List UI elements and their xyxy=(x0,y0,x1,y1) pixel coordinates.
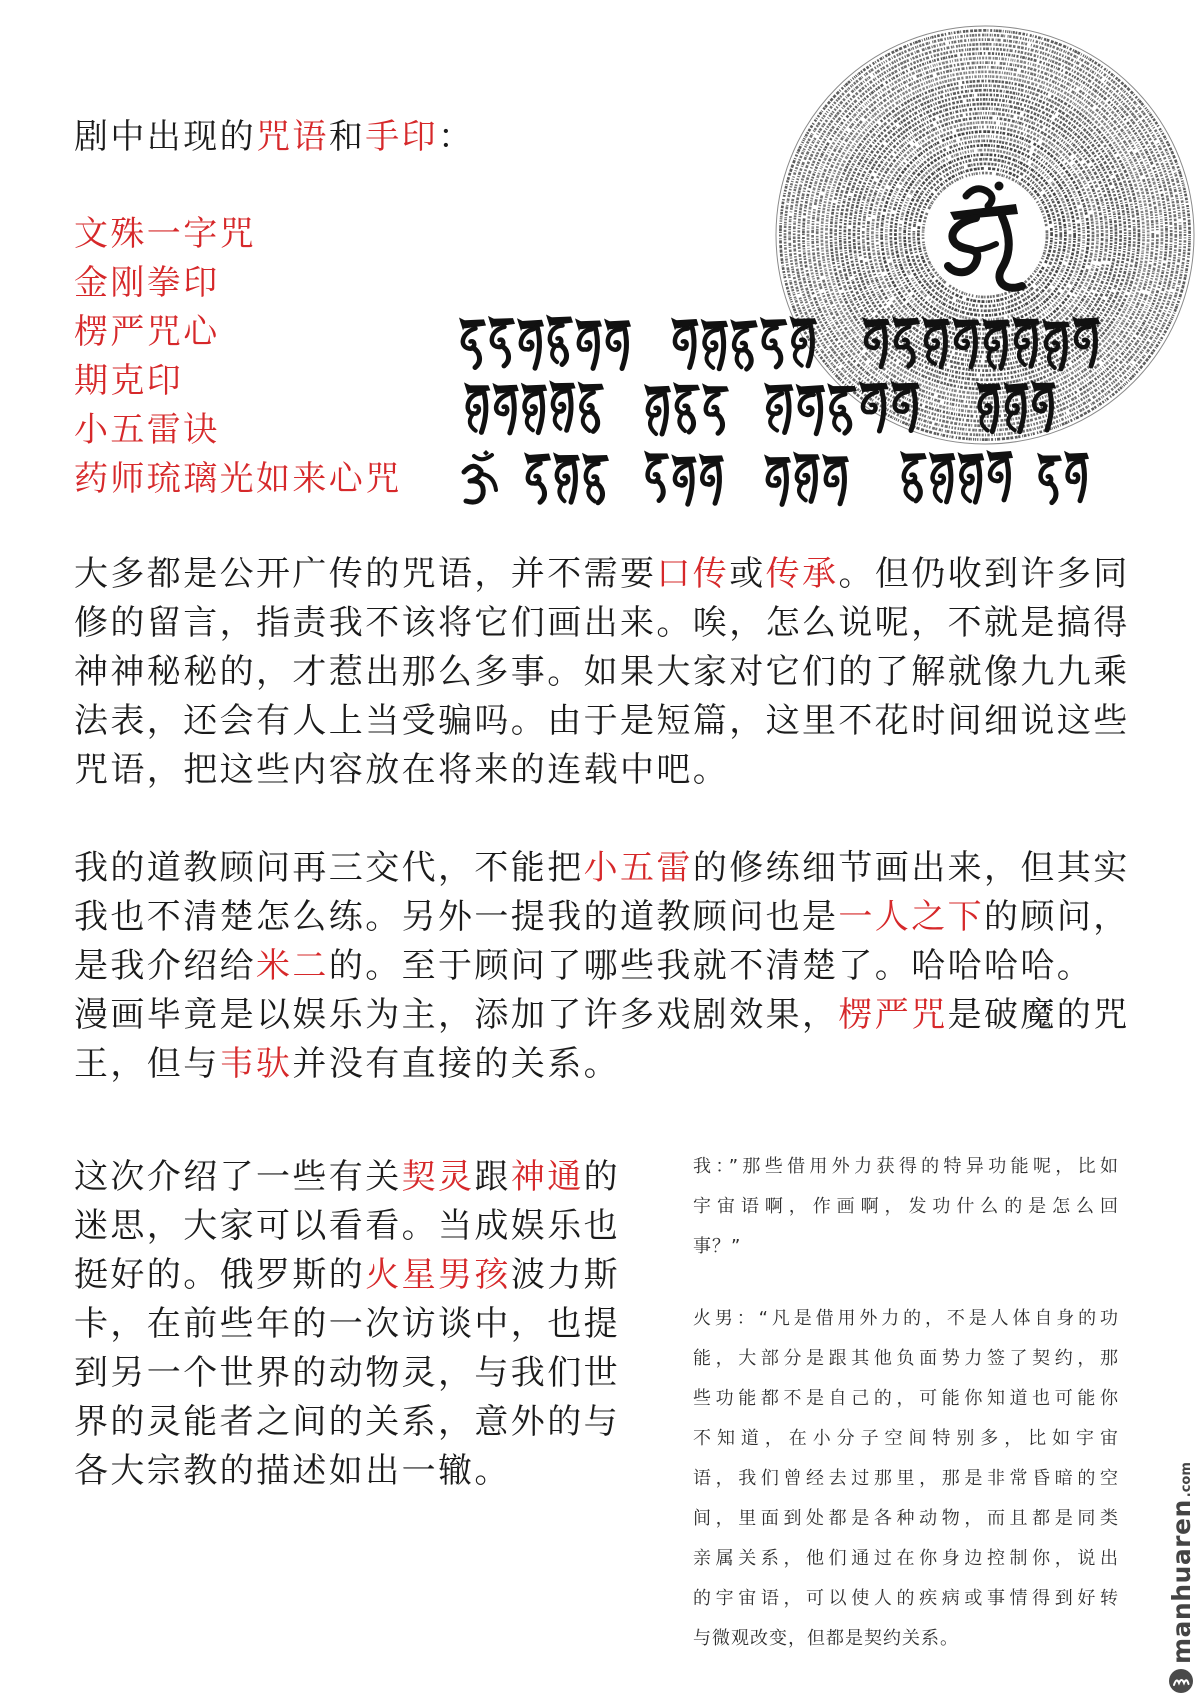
siddham-stroke xyxy=(956,328,969,348)
spell-list-item: 楞严咒心 xyxy=(74,312,220,352)
siddham-stroke xyxy=(881,325,885,367)
paragraph-text: 法表，还会有人上当受骗吗。由于是短篇，这里不花时间细说这些 xyxy=(74,701,1130,741)
siddham-stroke xyxy=(952,317,960,330)
siddham-word xyxy=(644,382,729,434)
siddham-stroke xyxy=(675,465,687,485)
siddham-stroke xyxy=(702,383,710,396)
manhuaren-logo-icon xyxy=(1168,1668,1194,1694)
siddham-stroke xyxy=(737,351,742,367)
siddham-stroke xyxy=(1046,330,1059,350)
siddham-stroke xyxy=(808,324,812,366)
siddham-stroke xyxy=(578,381,586,394)
siddham-stroke xyxy=(517,318,525,331)
paragraph-text: 修的留言，指责我不该将它们画出来。唉，怎么说呢，不就是搞得 xyxy=(74,603,1130,643)
paragraph-text: 漫画毕竟是以娱乐为主，添加了许多戏剧效果， xyxy=(74,995,839,1035)
siddham-stroke xyxy=(986,329,999,349)
siddham-word xyxy=(764,451,849,504)
interview-answer xyxy=(693,1299,1119,1659)
quote-line: 我：”那些借用外力获得的特异功能呢，比如 xyxy=(693,1156,1119,1177)
siddham-stroke xyxy=(588,485,594,502)
siddham-stroke xyxy=(990,461,1003,481)
watermark-logo xyxy=(1167,1459,1197,1664)
highlight-text: 楞严咒 xyxy=(838,995,948,1035)
siddham-stroke xyxy=(492,383,500,396)
siddham-stroke xyxy=(549,380,557,393)
paragraph-line xyxy=(74,648,1130,697)
siddham-stroke xyxy=(1003,382,1011,395)
siddham-stroke xyxy=(553,391,565,411)
paragraph-text: 咒语，把这些内容放在将来的连载中吧。 xyxy=(74,750,730,790)
siddham-stroke xyxy=(958,452,966,465)
quote-line: 宇宙语啊，作画啊，发功什么的是怎么回 xyxy=(693,1196,1119,1217)
paragraph-line xyxy=(74,942,1130,991)
siddham-stroke xyxy=(560,345,567,365)
paragraph-text: 各大宗教的描述如出一辙。 xyxy=(74,1451,511,1491)
heading-text: 和 xyxy=(328,117,366,157)
watermark-tld-text: .com xyxy=(1179,1462,1194,1498)
paragraph-text: 神神秘秘的，才惹出那么多事。如果大家对它们的了解就像九九乘 xyxy=(74,652,1130,692)
siddham-stroke xyxy=(879,389,883,431)
siddham-stroke xyxy=(557,463,570,483)
siddham-stroke xyxy=(591,411,598,431)
siddham-word xyxy=(524,452,609,503)
quote-line: 些功能都不是自己的，可能你知道也可能你 xyxy=(693,1388,1119,1409)
highlight-text: 韦驮 xyxy=(219,1044,293,1084)
paragraph-line xyxy=(74,991,1130,1040)
interview-question xyxy=(693,1147,1119,1267)
siddham-stroke xyxy=(1037,453,1045,466)
siddham-stroke xyxy=(905,483,912,500)
siddham-stroke xyxy=(1008,414,1015,431)
siddham-stroke xyxy=(768,394,782,414)
siddham-stroke xyxy=(811,459,815,501)
siddham-stroke xyxy=(961,463,974,483)
quote-line: 能，大部分是跟其他负面势力签了契约，那 xyxy=(693,1348,1119,1369)
spell-list-item: 小五雷诀 xyxy=(74,410,220,450)
siddham-stroke xyxy=(593,326,597,368)
siddham-stroke xyxy=(935,484,941,501)
quote-line: 不知道，在小分子空间特别多，比如宇宙 xyxy=(693,1428,1119,1449)
siddham-stroke xyxy=(842,413,850,433)
siddham-stroke xyxy=(1019,348,1025,365)
paragraph-text: 的修练细节画出来，但其实 xyxy=(692,848,1130,888)
paragraph-text: 。但仍收到许多同 xyxy=(838,554,1130,594)
paragraph-line xyxy=(74,1202,620,1251)
highlight-text: 一人之下 xyxy=(838,897,985,937)
siddham-stroke xyxy=(797,462,810,482)
siddham-stroke xyxy=(785,391,789,433)
siddham-stroke xyxy=(989,350,995,368)
siddham-stroke xyxy=(650,416,656,434)
paragraph-text: 的。至于顾问了哪些我就不清楚了。哈哈哈哈。 xyxy=(328,946,1094,986)
paragraph-text: 的顾问， xyxy=(984,897,1130,937)
siddham-stroke xyxy=(481,390,485,432)
siddham-stroke xyxy=(644,384,652,397)
siddham-stroke xyxy=(527,415,533,431)
heading-text: ： xyxy=(438,117,475,157)
paragraph-text: 挺好的。俄罗斯的 xyxy=(74,1255,366,1295)
siddham-stroke xyxy=(941,325,945,367)
siddham-stroke xyxy=(895,392,909,412)
siddham-stroke xyxy=(1091,324,1095,366)
highlight-text: 小五雷 xyxy=(583,848,693,888)
paragraph-line xyxy=(74,550,1130,599)
siddham-stroke xyxy=(1061,327,1065,369)
siddham-stroke xyxy=(1068,462,1080,482)
siddham-rows xyxy=(459,315,1100,505)
paragraph-text: 我也不清楚怎么练。另外一提我的道教顾问也是 xyxy=(74,897,839,937)
paragraph-text: 的 xyxy=(583,1157,621,1197)
paragraph-line xyxy=(74,1447,620,1496)
paragraph-line xyxy=(74,1153,620,1202)
siddham-word xyxy=(464,380,604,433)
siddham-stroke xyxy=(1042,319,1050,332)
siddham-stroke xyxy=(840,462,844,504)
siddham-stroke xyxy=(538,482,545,502)
highlight-text: 口传 xyxy=(656,554,730,594)
siddham-stroke xyxy=(1080,459,1084,501)
siddham-stroke xyxy=(926,328,939,348)
siddham-stroke xyxy=(799,483,806,500)
siddham-stroke xyxy=(707,351,714,368)
siddham-stroke xyxy=(982,318,990,331)
siddham-stroke xyxy=(1076,327,1089,347)
siddham-stroke xyxy=(816,392,820,434)
siddham-stroke xyxy=(483,450,489,456)
siddham-stroke xyxy=(546,315,554,328)
siddham-stroke xyxy=(826,465,839,485)
siddham-stroke xyxy=(980,393,992,413)
siddham-stroke xyxy=(947,460,951,502)
siddham-stroke xyxy=(975,460,979,502)
siddham-stroke xyxy=(1012,316,1020,329)
siddham-stroke xyxy=(890,381,898,394)
paragraph-text: 大多都是公开广传的咒语，并不需要 xyxy=(74,554,657,594)
siddham-stroke xyxy=(575,318,583,331)
paragraph-line xyxy=(74,893,1130,942)
siddham-stroke xyxy=(770,415,777,431)
siddham-stroke xyxy=(474,455,492,459)
siddham-stroke xyxy=(793,327,806,347)
siddham-stroke xyxy=(604,319,612,332)
siddham-stroke xyxy=(468,393,480,413)
glyph-dot xyxy=(995,182,1004,191)
siddham-stroke xyxy=(1007,393,1019,413)
siddham-stroke xyxy=(992,390,996,432)
siddham-stroke xyxy=(1031,380,1039,393)
siddham-stroke xyxy=(648,395,661,415)
siddham-stroke xyxy=(521,329,534,349)
paragraph-line xyxy=(74,1251,620,1300)
spell-list-item: 药师琉璃光如来心咒 xyxy=(74,459,402,499)
watermark-brand-text: manhuaren xyxy=(1167,1499,1196,1664)
siddham-word xyxy=(671,316,817,369)
siddham-stroke xyxy=(535,326,539,368)
paragraph-line xyxy=(74,1040,1130,1089)
siddham-stroke xyxy=(552,347,557,363)
siddham-stroke xyxy=(690,326,694,368)
siddham-stroke xyxy=(822,454,830,467)
siddham-stroke xyxy=(571,460,575,502)
siddham-stroke xyxy=(834,415,839,430)
siddham-stroke xyxy=(579,329,592,349)
siddham-stroke xyxy=(1020,390,1024,432)
siddham-stroke xyxy=(795,348,802,366)
siddham-stroke xyxy=(971,325,975,367)
siddham-stroke xyxy=(1050,483,1056,503)
paragraph-text: 迷思，大家可以看看。当成娱乐也 xyxy=(74,1206,620,1246)
quote-line: 火男：“凡是借用外力的，不是人体自身的功 xyxy=(693,1308,1119,1329)
siddham-stroke xyxy=(1004,458,1008,500)
siddham-stroke xyxy=(716,413,723,433)
siddham-stroke xyxy=(768,465,781,485)
siddham-stroke xyxy=(933,463,946,483)
paragraph-text: 界的灵能者之间的关系，意外的与 xyxy=(74,1402,620,1442)
siddham-stroke xyxy=(582,453,590,466)
siddham-mantra-calligraphy xyxy=(440,305,1120,515)
paragraph-daoist-advisor xyxy=(74,844,1130,1089)
siddham-stroke xyxy=(525,394,537,414)
paragraph-text: 波力斯 xyxy=(510,1255,621,1295)
paragraph-text: 到另一个世界的动物灵，与我们世 xyxy=(74,1353,620,1393)
spell-list-item: 金刚拳印 xyxy=(74,263,220,303)
siddham-stroke xyxy=(702,464,714,484)
siddham-stroke xyxy=(859,381,867,394)
siddham-stroke xyxy=(675,329,688,349)
siddham-stroke xyxy=(730,319,738,332)
paragraph-text: 跟 xyxy=(474,1157,511,1197)
highlight-text: 传承 xyxy=(765,554,839,594)
siddham-stroke xyxy=(464,466,483,502)
siddham-stroke xyxy=(662,392,666,434)
siddham-stroke xyxy=(583,413,590,431)
quote-line: 语，我们曾经去过那里，那是非常昏暗的空 xyxy=(693,1468,1119,1489)
siddham-stroke xyxy=(719,327,723,369)
siddham-stroke xyxy=(1016,327,1029,347)
siddham-word xyxy=(464,450,496,502)
siddham-stroke xyxy=(976,382,984,395)
paragraph-text: 并没有直接的关系。 xyxy=(292,1044,621,1084)
highlight-text: 神通 xyxy=(510,1157,584,1197)
paragraph-text: 我的道教顾问再三交代，不能把 xyxy=(74,848,584,888)
quote-line: 间，里面到处都是各种动物，而且都是同类 xyxy=(693,1508,1119,1529)
paragraph-text: 这次介绍了一些有关 xyxy=(74,1157,402,1197)
mandala-center-disc xyxy=(928,178,1042,292)
quote-line: 亲属关系，他们通过在你身边控制你，说出 xyxy=(693,1548,1119,1569)
siddham-stroke xyxy=(1001,326,1005,368)
siddham-stroke xyxy=(473,348,480,368)
quote-line: 事？” xyxy=(693,1236,742,1257)
siddham-word xyxy=(976,380,1056,432)
paragraph-line xyxy=(74,844,1130,893)
quote-line: 与微观改变，但都是契约关系。 xyxy=(693,1628,959,1649)
siddham-stroke xyxy=(744,349,751,369)
siddham-stroke xyxy=(644,451,652,464)
highlight-text: 手印 xyxy=(365,117,439,157)
siddham-stroke xyxy=(793,451,801,464)
siddham-stroke xyxy=(699,453,707,466)
siddham-stroke xyxy=(760,317,768,330)
siddham-stroke xyxy=(715,461,719,503)
paragraph-text: 卡，在前些年的一次访谈中，也提 xyxy=(74,1304,620,1344)
siddham-stroke xyxy=(559,484,564,501)
siddham-stroke xyxy=(555,412,561,428)
paragraph-text: 王，但与 xyxy=(74,1044,220,1084)
siddham-stroke xyxy=(986,450,994,463)
spell-list xyxy=(74,210,402,504)
siddham-word xyxy=(764,381,920,434)
siddham-stroke xyxy=(928,349,935,364)
paragraph-line xyxy=(74,1349,620,1398)
siddham-stroke xyxy=(1072,316,1080,329)
siddham-stroke xyxy=(521,383,529,396)
paragraph-line xyxy=(74,1300,620,1349)
paragraph-line xyxy=(74,746,1130,795)
siddham-stroke xyxy=(470,414,476,430)
siddham-stroke xyxy=(929,452,937,465)
siddham-stroke xyxy=(1064,451,1072,464)
siddham-stroke xyxy=(459,318,467,331)
siddham-stroke xyxy=(981,414,987,431)
spell-list-item: 期克印 xyxy=(74,361,184,401)
siddham-stroke xyxy=(892,316,900,329)
siddham-stroke xyxy=(688,462,692,504)
siddham-word xyxy=(1037,451,1089,503)
siddham-stroke xyxy=(464,382,472,395)
siddham-stroke xyxy=(866,328,879,348)
siddham-stroke xyxy=(862,317,870,330)
siddham-stroke xyxy=(538,391,542,433)
highlight-text: 米二 xyxy=(256,946,329,986)
section-heading xyxy=(74,113,474,162)
siddham-stroke xyxy=(502,346,509,366)
siddham-stroke xyxy=(789,316,797,329)
siddham-stroke xyxy=(911,389,915,431)
paragraph-public-mantras xyxy=(74,550,1130,795)
paragraph-line xyxy=(74,599,1130,648)
paragraph-text: 是破魔的咒 xyxy=(947,995,1130,1035)
paragraph-contract-spirits xyxy=(74,1153,620,1496)
siddham-stroke xyxy=(705,330,718,350)
heading-text: 剧中出现的 xyxy=(74,117,256,157)
siddham-word xyxy=(459,315,631,369)
siddham-stroke xyxy=(488,316,496,329)
siddham-stroke xyxy=(553,452,561,465)
paragraph-line xyxy=(74,1398,620,1447)
siddham-stroke xyxy=(764,383,772,396)
siddham-stroke xyxy=(906,346,913,366)
siddham-stroke xyxy=(510,391,514,433)
siddham-stroke xyxy=(922,317,930,330)
siddham-stroke xyxy=(774,347,781,367)
siddham-stroke xyxy=(900,451,908,464)
siddham-stroke xyxy=(496,394,508,414)
siddham-stroke xyxy=(827,383,835,396)
highlight-text: 火星男孩 xyxy=(365,1255,511,1295)
siddham-stroke xyxy=(608,330,621,350)
highlight-text: 咒语 xyxy=(256,117,329,157)
paragraph-line xyxy=(74,697,1130,746)
highlight-text: 契灵 xyxy=(401,1157,475,1197)
siddham-stroke xyxy=(687,412,694,432)
paragraph-text: 是我介绍给 xyxy=(74,946,256,986)
siddham-stroke xyxy=(673,382,681,395)
siddham-stroke xyxy=(764,454,772,467)
siddham-stroke xyxy=(1049,351,1055,368)
quote-line: 的宇宙语，可以使人的疾病或事情得到好转 xyxy=(693,1588,1119,1609)
siddham-stroke xyxy=(913,481,920,501)
spell-list-item: 文殊一字咒 xyxy=(74,214,256,254)
siddham-word xyxy=(862,316,1100,369)
siddham-stroke xyxy=(1034,391,1046,411)
siddham-stroke xyxy=(1047,388,1051,430)
siddham-stroke xyxy=(671,454,679,467)
siddham-stroke xyxy=(701,319,709,332)
siddham-stroke xyxy=(800,395,814,415)
siddham-stroke xyxy=(622,327,626,369)
siddham-stroke xyxy=(596,483,603,503)
siddham-stroke xyxy=(1031,324,1035,366)
siddham-stroke xyxy=(782,462,786,504)
paragraph-text: 或 xyxy=(729,554,766,594)
siddham-word xyxy=(644,451,724,505)
siddham-word xyxy=(900,450,1013,502)
siddham-stroke xyxy=(863,392,877,412)
siddham-stroke xyxy=(679,414,685,431)
siddham-stroke xyxy=(671,318,679,331)
siddham-stroke xyxy=(796,384,804,397)
siddham-stroke xyxy=(657,481,664,501)
siddham-stroke xyxy=(963,484,970,501)
siddham-stroke xyxy=(567,388,571,430)
siddham-stroke xyxy=(524,452,532,465)
